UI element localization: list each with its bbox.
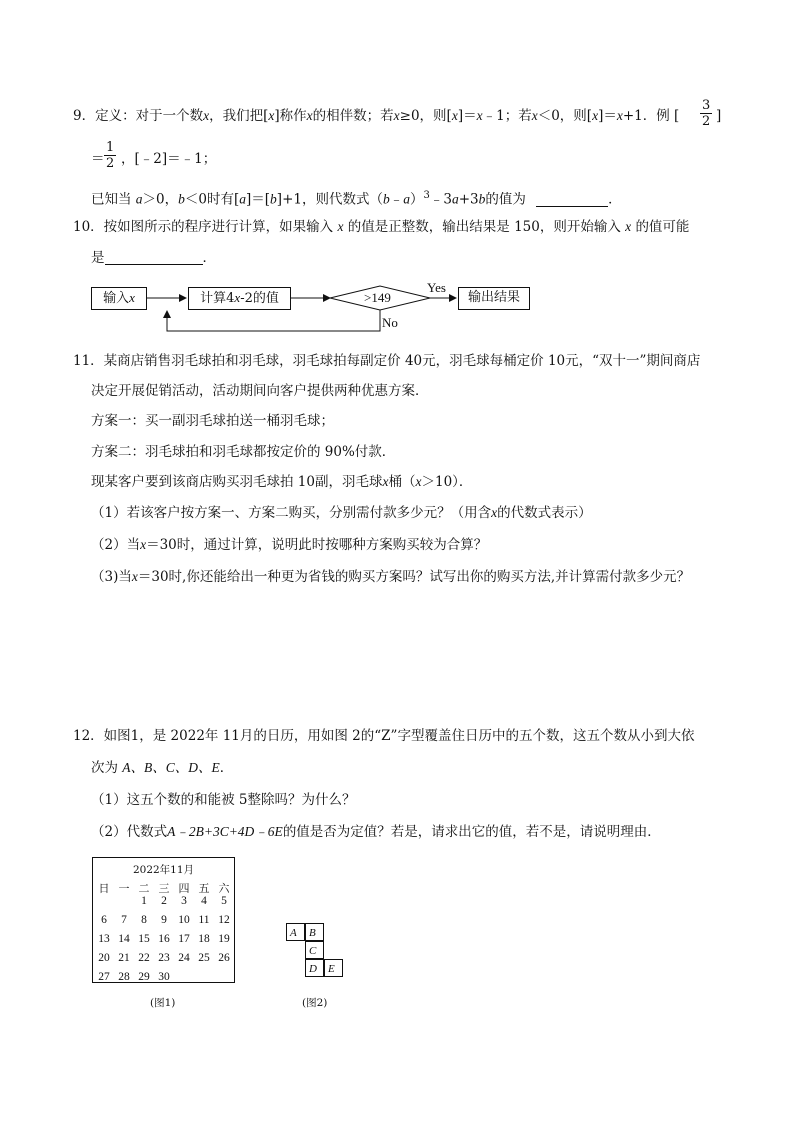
- z-cell-a: A: [286, 923, 305, 941]
- calendar-weekday: 一: [118, 883, 130, 895]
- var-x: x: [129, 290, 135, 305]
- var-b: b: [178, 191, 185, 207]
- calc-label: 计算4: [200, 291, 235, 306]
- calendar-day: 1: [141, 895, 147, 907]
- calendar-day: 27: [98, 971, 110, 983]
- q11-sub1: [91, 504, 592, 522]
- q9-text: ]＝[: [246, 191, 271, 208]
- fraction-denominator: 2: [702, 114, 711, 129]
- calendar-day: 10: [178, 914, 190, 926]
- q11-plan1: 方案一：买一副羽毛球拍送一桶羽毛球；: [91, 413, 334, 429]
- q12-expression: A﹣2B+3C+4D﹣6E: [167, 824, 283, 839]
- calendar-title: 2022年11月: [132, 864, 195, 876]
- calc-label: -2的值: [240, 291, 279, 306]
- calendar-weekday: 五: [198, 883, 210, 895]
- var-b: b: [478, 191, 486, 207]
- calendar-day: 18: [198, 933, 210, 945]
- calendar-day: 2: [161, 895, 167, 907]
- exponent: 3: [423, 190, 430, 201]
- q9-line2-text: ，[﹣2]＝﹣1；: [121, 151, 217, 167]
- calendar-day: 4: [201, 895, 207, 907]
- q9-equals: ＝: [91, 151, 105, 167]
- var-x: x: [140, 537, 147, 552]
- q9-text: ﹣1；若: [482, 108, 532, 124]
- calendar-day: 17: [178, 933, 190, 945]
- calendar-day: 24: [178, 952, 190, 964]
- q9-text: ＞0，: [142, 191, 179, 208]
- calendar-day: 29: [138, 971, 150, 983]
- calendar-weekday: 三: [158, 883, 170, 895]
- q10-text: 是: [91, 250, 105, 266]
- q11-text: （2）当: [91, 537, 141, 553]
- figure2-caption: (图2): [302, 997, 328, 1009]
- var-x: x: [592, 108, 599, 123]
- q11-text: 的代数式表示）: [497, 505, 592, 521]
- calendar-day: 19: [218, 933, 230, 945]
- calendar-day: 22: [138, 952, 150, 964]
- calendar-day: 3: [181, 895, 187, 907]
- calendar-day: 30: [158, 971, 170, 983]
- var-x: x: [491, 505, 498, 520]
- calendar-day: 13: [98, 933, 110, 945]
- var-x: x: [616, 108, 623, 123]
- q9-text: +3: [458, 191, 479, 208]
- q12-text: 次为: [91, 760, 118, 776]
- var-x: x: [415, 474, 422, 489]
- var-b: b: [382, 191, 390, 207]
- output-box: 输出结果: [458, 287, 530, 310]
- var-x: x: [234, 290, 241, 305]
- calendar-day: 28: [118, 971, 130, 983]
- arrow-no-loop: [167, 310, 380, 331]
- q10-text: 10．按如图所示的程序进行计算，如果输入: [73, 219, 334, 235]
- var-a: a: [403, 191, 410, 207]
- calendar-day: 21: [118, 952, 130, 964]
- q12-line2: [91, 759, 233, 777]
- q12-text: ．: [219, 760, 234, 776]
- q11-line1: 11．某商店销售羽毛球拍和羽毛球，羽毛球拍每副定价 40元，羽毛球每桶定价 10元，“双十一”期间商店: [73, 353, 701, 369]
- q11-sub3: [91, 568, 690, 586]
- var-x: x: [476, 108, 483, 123]
- q9-text: ．: [608, 191, 622, 208]
- calendar-day: 25: [198, 952, 210, 964]
- q9-text: ≥0，则[: [399, 108, 452, 124]
- z-cell-d: D: [305, 959, 324, 977]
- calendar-day: 8: [141, 914, 147, 926]
- calendar-day: 23: [158, 952, 170, 964]
- calendar-day: 15: [138, 933, 150, 945]
- q12-text: 的值是否为定值？若是，请求出它的值，若不是，请说明理由．: [282, 824, 661, 840]
- q12-text: （2）代数式: [91, 824, 168, 840]
- q9-text: ＜0时有[: [184, 191, 240, 208]
- q9-bracket-close: ]: [716, 108, 722, 124]
- calendar-day: 5: [221, 895, 227, 907]
- q10-text: ．: [202, 250, 216, 266]
- calendar-figure: [92, 857, 235, 983]
- q9-text: ]＝: [457, 108, 477, 124]
- calendar-day: 14: [118, 933, 130, 945]
- figure1-caption: (图1): [150, 997, 176, 1009]
- q12-sub2: [91, 823, 661, 841]
- calc-box: [188, 287, 291, 310]
- fraction-numerator: 3: [702, 98, 711, 113]
- var-a: a: [451, 191, 459, 207]
- q9-text: ，我们把[: [209, 108, 269, 124]
- var-x: x: [393, 108, 400, 123]
- q11-text: 桶（: [388, 474, 416, 490]
- q11-text: （1）若该客户按方案一、方案二购买，分别需付款多少元？（用含: [91, 505, 492, 521]
- z-cell-b: B: [305, 923, 324, 941]
- fraction-denominator: 2: [106, 156, 115, 171]
- calendar-day: 16: [158, 933, 170, 945]
- calendar-day: 20: [98, 952, 110, 964]
- q12-sub1: （1）这五个数的和能被 5整除吗？为什么？: [91, 792, 356, 808]
- var-x: x: [625, 219, 632, 234]
- q9-text: 的相伴数；若: [312, 108, 394, 124]
- q9-text: ]+1，则代数式（: [276, 191, 383, 208]
- q9-text: ]称作: [274, 108, 307, 124]
- q10-text: 的值可能: [635, 219, 690, 235]
- q9-text: +1．例 [: [622, 108, 680, 124]
- q9-text: ]＝: [598, 108, 617, 124]
- q11-sub2: [91, 536, 487, 554]
- var-x: x: [451, 108, 458, 123]
- no-label: No: [382, 315, 398, 330]
- z-cell-c: C: [305, 941, 324, 959]
- input-box: [91, 287, 147, 310]
- q9-text: 已知当: [91, 191, 132, 208]
- q11-line2: 决定开展促销活动，活动期间向客户提供两种优惠方案．: [91, 383, 429, 399]
- calendar-day: 12: [218, 914, 230, 926]
- z-cell-e: E: [324, 959, 343, 977]
- var-a: a: [135, 191, 143, 207]
- q11-text: （3)当: [91, 569, 132, 585]
- q11-plan2: 方案二：羽毛球拍和羽毛球都按定价的 90%付款．: [91, 444, 396, 460]
- calendar-day: 11: [198, 914, 210, 926]
- calendar-weekday: 六: [218, 883, 230, 895]
- yes-label: Yes: [427, 280, 446, 295]
- calendar-weekday: 二: [138, 883, 150, 895]
- q10-text: 的值是正整数，输出结果是 150，则开始输入: [347, 219, 621, 235]
- var-x: x: [131, 569, 138, 584]
- q11-text: ＝30时，通过计算，说明此时按哪种方案购买较为合算？: [146, 537, 488, 553]
- calendar-weekday: 日: [98, 883, 110, 895]
- q11-text: 现某客户要到该商店购买羽毛球拍 10副，羽毛球: [91, 474, 383, 490]
- calendar-day: 7: [121, 914, 127, 926]
- var-x: x: [337, 219, 344, 234]
- q9-text: 的值为: [485, 191, 526, 208]
- var-x: x: [531, 108, 538, 123]
- q11-text: ＝30时,你还能给出一种更为省钱的购买方案吗？试写出你的购买方法,并计算需付款多少元？: [137, 569, 691, 585]
- calendar-day: 26: [218, 952, 230, 964]
- fraction-numerator: 1: [106, 140, 115, 155]
- q9-text: ﹣3: [429, 191, 452, 208]
- compare-label: >149: [364, 290, 391, 305]
- calendar-day: 9: [161, 914, 167, 926]
- calendar-weekday: 四: [178, 883, 190, 895]
- var-a: a: [239, 191, 246, 207]
- q9-text: ＜0，则[: [537, 108, 593, 124]
- var-b: b: [270, 191, 277, 207]
- var-x: x: [203, 108, 210, 123]
- q12-line1: 12．如图1，是 2022年 11月的日历，用如图 2的“Z”字型覆盖住日历中的五个数，这五个数从小到大依: [73, 728, 695, 744]
- q11-line5: [91, 473, 472, 491]
- var-x: x: [382, 474, 389, 489]
- q11-text: ＞10）．: [421, 474, 473, 490]
- var-x: x: [268, 108, 275, 123]
- calendar-day: 6: [101, 914, 107, 926]
- q9-text: ）: [409, 191, 424, 208]
- q9-text: 9．定义：对于一个数: [73, 108, 204, 124]
- q9-text: ﹣: [389, 191, 404, 208]
- var-x: x: [306, 108, 313, 123]
- input-label: 输入: [103, 291, 130, 306]
- q12-letters: A、B、C、D、E: [122, 760, 220, 775]
